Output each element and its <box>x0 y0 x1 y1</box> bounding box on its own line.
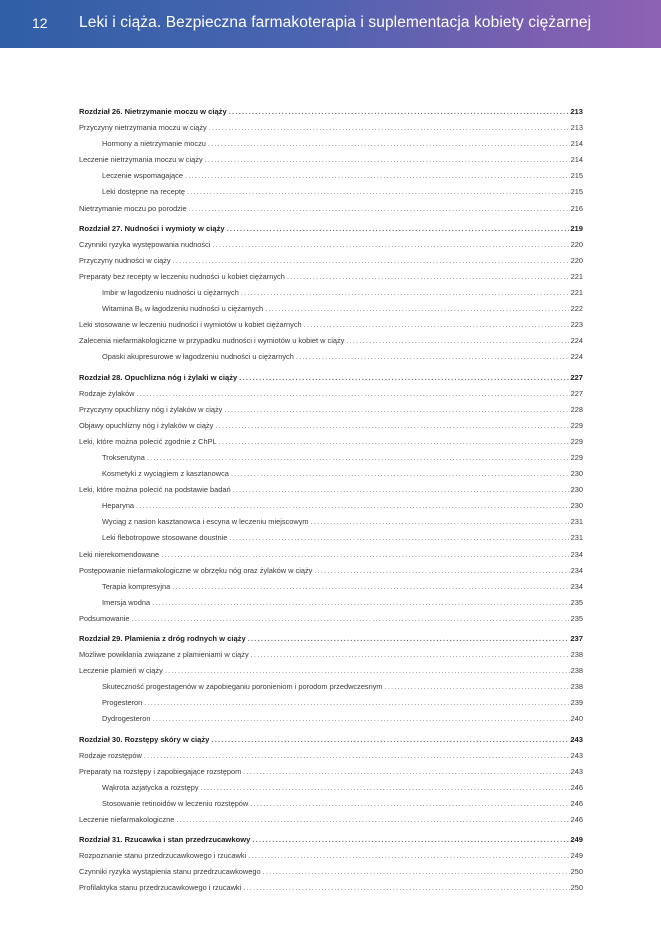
toc-section-entry[interactable] <box>79 204 583 220</box>
toc-subsection-entry[interactable] <box>79 799 583 815</box>
toc-leader-dots <box>251 650 570 659</box>
toc-entry-title: Leki nierekomendowane <box>79 549 160 559</box>
toc-leader-dots <box>227 224 570 233</box>
toc-leader-dots <box>187 187 570 196</box>
toc-entry-title: Leki stosowane w leczeniu nudności i wymiotów u kobiet ciężarnych <box>79 320 302 330</box>
toc-section-entry[interactable] <box>79 155 583 171</box>
toc-leader-dots <box>252 835 569 844</box>
toc-entry-title: Postępowanie niefarmakologiczne w obrzęku nóg oraz żylaków w ciąży <box>79 565 313 575</box>
toc-leader-dots <box>385 682 570 691</box>
toc-page-number: 249 <box>570 835 583 845</box>
toc-entry-title: Leki dostępne na receptę <box>102 187 186 197</box>
toc-page-number: 229 <box>570 420 583 430</box>
toc-entry-title: Leczenie nietrzymania moczu w ciąży <box>79 155 203 165</box>
toc-page-number: 246 <box>570 815 583 825</box>
toc-entry-title: Profilaktyka stanu przedrzucawkowego i rzucawki <box>79 883 242 893</box>
toc-subsection-entry[interactable] <box>79 698 583 714</box>
toc-section-entry[interactable] <box>79 272 583 288</box>
toc-leader-dots <box>229 533 569 542</box>
toc-leader-dots <box>243 883 569 892</box>
toc-entry-title: Wąkrota azjatycka a rozstępy <box>102 782 199 792</box>
toc-entry-title: Leczenie wspomagające <box>102 171 183 181</box>
toc-page-number: 240 <box>570 714 583 724</box>
toc-entry-title: Trokserutyna <box>102 452 145 462</box>
toc-leader-dots <box>248 634 570 643</box>
toc-entry-title: Możliwe powikłania związane z plamieniami w ciąży <box>79 650 249 660</box>
toc-subsection-entry[interactable] <box>79 501 583 517</box>
toc-page-number: 219 <box>570 223 583 233</box>
toc-entry-title: Rodzaje żylaków <box>79 388 135 398</box>
toc-page-number: 230 <box>570 485 583 495</box>
toc-section-entry[interactable] <box>79 336 583 352</box>
toc-section-entry[interactable] <box>79 405 583 421</box>
toc-leader-dots <box>311 517 570 526</box>
toc-subsection-entry[interactable] <box>79 714 583 730</box>
toc-page-number: 235 <box>570 613 583 623</box>
toc-page-number: 214 <box>570 155 583 165</box>
toc-entry-title: Objawy opuchlizny nóg i żylaków w ciąży <box>79 420 214 430</box>
toc-page-number: 250 <box>570 867 583 877</box>
toc-entry-title: Czynniki ryzyka występowania nudności <box>79 239 211 249</box>
toc-page-number: 230 <box>570 501 583 511</box>
toc-entry-title: Preparaty na rozstępy i zapobiegające rozstępom <box>79 766 242 776</box>
toc-page-number: 213 <box>570 107 583 116</box>
toc-subsection-entry[interactable] <box>79 352 583 368</box>
toc-leader-dots <box>147 453 570 462</box>
toc-page-number: 224 <box>570 352 583 362</box>
toc-leader-dots <box>224 405 569 414</box>
toc-subsection-entry[interactable] <box>79 469 583 485</box>
toc-page-number: 215 <box>570 187 583 197</box>
toc-entry-title: Kosmetyki z wyciągiem z kasztanowca <box>102 469 229 479</box>
toc-leader-dots <box>233 485 570 494</box>
toc-entry-title: Heparyna <box>102 501 135 511</box>
toc-section-entry[interactable] <box>79 767 583 783</box>
toc-section-entry[interactable] <box>79 485 583 501</box>
toc-entry-title: Rozdział 27. Nudności i wymioty w ciąży <box>79 223 225 233</box>
toc-leader-dots <box>136 389 569 398</box>
toc-entry-title: Rozpoznanie stanu przedrzucawkowego i rzucawki <box>79 851 247 861</box>
toc-leader-dots <box>136 501 570 510</box>
toc-section-entry[interactable] <box>79 256 583 272</box>
toc-page-number: 243 <box>570 734 583 744</box>
toc-section-entry[interactable] <box>79 851 583 867</box>
toc-leader-dots <box>248 851 569 860</box>
toc-leader-dots <box>212 240 569 249</box>
toc-leader-dots <box>165 666 570 675</box>
toc-page-number: 243 <box>570 750 583 760</box>
toc-entry-title: Rozdział 31. Rzucawka i stan przedrzucawkowy <box>79 835 251 845</box>
toc-page-number: 221 <box>570 288 583 298</box>
toc-page-number: 234 <box>570 581 583 591</box>
toc-subsection-entry[interactable] <box>79 453 583 469</box>
toc-page-number: 228 <box>570 404 583 414</box>
toc-chapter-entry[interactable] <box>79 735 583 751</box>
page-header <box>0 0 661 48</box>
toc-chapter-entry[interactable] <box>79 107 583 123</box>
toc-page-number: 221 <box>570 271 583 281</box>
toc-section-entry[interactable] <box>79 867 583 883</box>
toc-chapter-entry[interactable] <box>79 373 583 389</box>
toc-entry-title: Hormony a nietrzymanie moczu <box>102 139 206 149</box>
toc-chapter-entry[interactable] <box>79 835 583 851</box>
book-title: Leki i ciąża. Bezpieczna farmakoterapia i suplementacja kobiety ciężarnej <box>79 14 592 31</box>
toc-leader-dots <box>185 171 570 180</box>
toc-section-entry[interactable] <box>79 240 583 256</box>
toc-leader-dots <box>152 598 570 607</box>
toc-leader-dots <box>215 421 569 430</box>
toc-subsection-entry[interactable] <box>79 171 583 187</box>
toc-entry-title: Czynniki ryzyka wystąpienia stanu przedrzucawkowego <box>79 867 261 877</box>
toc-leader-dots <box>205 155 570 164</box>
toc-leader-dots <box>176 815 569 824</box>
toc-page-number: 239 <box>570 698 583 708</box>
toc-entry-title: Opaski akupresurowe w łagodzeniu nudności u ciężarnych <box>102 352 294 362</box>
toc-subsection-entry[interactable] <box>79 304 583 320</box>
toc-subsection-entry[interactable] <box>79 517 583 533</box>
toc-leader-dots <box>172 582 569 591</box>
toc-chapter-entry[interactable] <box>79 224 583 240</box>
toc-section-entry[interactable] <box>79 815 583 831</box>
toc-leader-dots <box>250 799 569 808</box>
toc-subsection-entry[interactable] <box>79 783 583 799</box>
toc-page-number: 238 <box>570 650 583 660</box>
toc-entry-title: Rozdział 28. Opuchlizna nóg i żylaki w ciąży <box>79 372 238 382</box>
toc-leader-dots <box>209 123 570 132</box>
toc-page-number: 231 <box>570 533 583 543</box>
toc-entry-title: Podsumowanie <box>79 613 130 623</box>
toc-subsection-entry[interactable] <box>79 682 583 698</box>
toc-entry-title: Zalecenia niefarmakologiczne w przypadku nudności i wymiotów u kobiet w ciąży <box>79 336 345 346</box>
toc-leader-dots <box>152 714 569 723</box>
toc-leader-dots <box>241 288 570 297</box>
toc-page-number: 215 <box>570 171 583 181</box>
toc-section-entry[interactable] <box>79 421 583 437</box>
toc-subsection-entry[interactable] <box>79 139 583 155</box>
toc-section-entry[interactable] <box>79 883 583 899</box>
toc-page-number: 227 <box>570 372 583 382</box>
toc-page-number: 216 <box>570 203 583 213</box>
toc-leader-dots <box>314 566 569 575</box>
toc-entry-title: Przyczyny nietrzymania moczu w ciąży <box>79 123 207 133</box>
toc-leader-dots <box>189 204 570 213</box>
toc-leader-dots <box>287 272 570 281</box>
toc-entry-title: Imersja wodna <box>102 597 151 607</box>
toc-page-number: 230 <box>570 469 583 479</box>
toc-leader-dots <box>219 437 570 446</box>
toc-entry-title: Rozdział 30. Rozstępy skóry w ciąży <box>79 734 210 744</box>
toc-section-entry[interactable] <box>79 550 583 566</box>
toc-page-number: 243 <box>570 766 583 776</box>
toc-leader-dots <box>231 469 570 478</box>
toc-page-number: 238 <box>570 682 583 692</box>
toc-subsection-entry[interactable] <box>79 582 583 598</box>
table-of-contents <box>79 107 583 900</box>
toc-leader-dots <box>201 783 570 792</box>
page-number: 12 <box>32 15 48 31</box>
toc-page-number: 223 <box>570 320 583 330</box>
toc-entry-title: Stosowanie retinoidów w leczeniu rozstępów <box>102 798 249 808</box>
toc-entry-title: Rozdział 26. Nietrzymanie moczu w ciąży <box>79 107 227 116</box>
toc-section-entry[interactable] <box>79 566 583 582</box>
toc-page-number: 220 <box>570 255 583 265</box>
toc-leader-dots <box>211 735 569 744</box>
toc-entry-title: Leczenie plamień w ciąży <box>79 666 163 676</box>
toc-leader-dots <box>265 304 570 313</box>
toc-subsection-entry[interactable] <box>79 598 583 614</box>
toc-entry-title: Leczenie niefarmakologiczne <box>79 815 175 825</box>
toc-page-number: 229 <box>570 452 583 462</box>
toc-page-number: 250 <box>570 883 583 893</box>
toc-subsection-entry[interactable] <box>79 187 583 203</box>
toc-leader-dots <box>208 139 570 148</box>
toc-entry-title: Preparaty bez recepty w leczeniu nudności u kobiet ciężarnych <box>79 271 285 281</box>
toc-entry-title: Leki, które można polecić zgodnie z ChPL <box>79 436 217 446</box>
toc-leader-dots <box>304 320 570 329</box>
toc-page-number: 213 <box>570 123 583 133</box>
toc-entry-title: Skuteczność progestagenów w zapobieganiu poronieniom i porodom przedwczesnym <box>102 682 383 692</box>
toc-section-entry[interactable] <box>79 437 583 453</box>
toc-section-entry[interactable] <box>79 751 583 767</box>
toc-entry-title: Witamina B₆ w łagodzeniu nudności u ciężarnych <box>102 304 264 314</box>
toc-entry-title: Przyczyny opuchlizny nóg i żylaków w ciąży <box>79 404 223 414</box>
toc-entry-title: Przyczyny nudności w ciąży <box>79 255 171 265</box>
toc-leader-dots <box>144 698 569 707</box>
toc-chapter-entry[interactable] <box>79 634 583 650</box>
toc-page-number: 237 <box>570 634 583 643</box>
toc-leader-dots <box>243 767 569 776</box>
toc-page-number: 238 <box>570 666 583 676</box>
toc-page-number: 224 <box>570 336 583 346</box>
toc-section-entry[interactable] <box>79 650 583 666</box>
toc-leader-dots <box>132 614 570 623</box>
toc-page-number: 220 <box>570 239 583 249</box>
toc-subsection-entry[interactable] <box>79 533 583 549</box>
toc-leader-dots <box>296 352 570 361</box>
toc-leader-dots <box>346 336 569 345</box>
toc-page-number: 246 <box>570 782 583 792</box>
toc-entry-title: Nietrzymanie moczu po porodzie <box>79 203 187 213</box>
toc-page-number: 231 <box>570 517 583 527</box>
toc-section-entry[interactable] <box>79 320 583 336</box>
toc-section-entry[interactable] <box>79 389 583 405</box>
toc-entry-title: Progesteron <box>102 698 143 708</box>
toc-page-number: 235 <box>570 597 583 607</box>
toc-section-entry[interactable] <box>79 123 583 139</box>
toc-leader-dots <box>144 751 570 760</box>
toc-leader-dots <box>229 107 570 116</box>
toc-page-number: 229 <box>570 436 583 446</box>
toc-page-number: 234 <box>570 549 583 559</box>
toc-entry-title: Leki, które można polecić na podstawie badań <box>79 485 231 495</box>
toc-entry-title: Dydrogesteron <box>102 714 151 724</box>
toc-entry-title: Leki flebotropowe stosowane doustnie <box>102 533 228 543</box>
toc-entry-title: Wyciąg z nasion kasztanowca i escyna w leczeniu miejscowym <box>102 517 309 527</box>
toc-entry-title: Rozdział 29. Plamienia z dróg rodnych w ciąży <box>79 634 246 643</box>
toc-page-number: 227 <box>570 388 583 398</box>
toc-entry-title: Rodzaje rozstępów <box>79 750 142 760</box>
toc-page-number: 234 <box>570 565 583 575</box>
toc-entry-title: Terapia kompresyjna <box>102 581 171 591</box>
toc-leader-dots <box>161 550 570 559</box>
toc-leader-dots <box>173 256 570 265</box>
toc-page-number: 222 <box>570 304 583 314</box>
toc-leader-dots <box>263 867 570 876</box>
toc-page-number: 214 <box>570 139 583 149</box>
toc-leader-dots <box>239 373 569 382</box>
toc-subsection-entry[interactable] <box>79 288 583 304</box>
toc-section-entry[interactable] <box>79 614 583 630</box>
toc-page-number: 246 <box>570 798 583 808</box>
toc-page-number: 249 <box>570 851 583 861</box>
toc-entry-title: Imbir w łagodzeniu nudności u ciężarnych <box>102 288 239 298</box>
toc-section-entry[interactable] <box>79 666 583 682</box>
